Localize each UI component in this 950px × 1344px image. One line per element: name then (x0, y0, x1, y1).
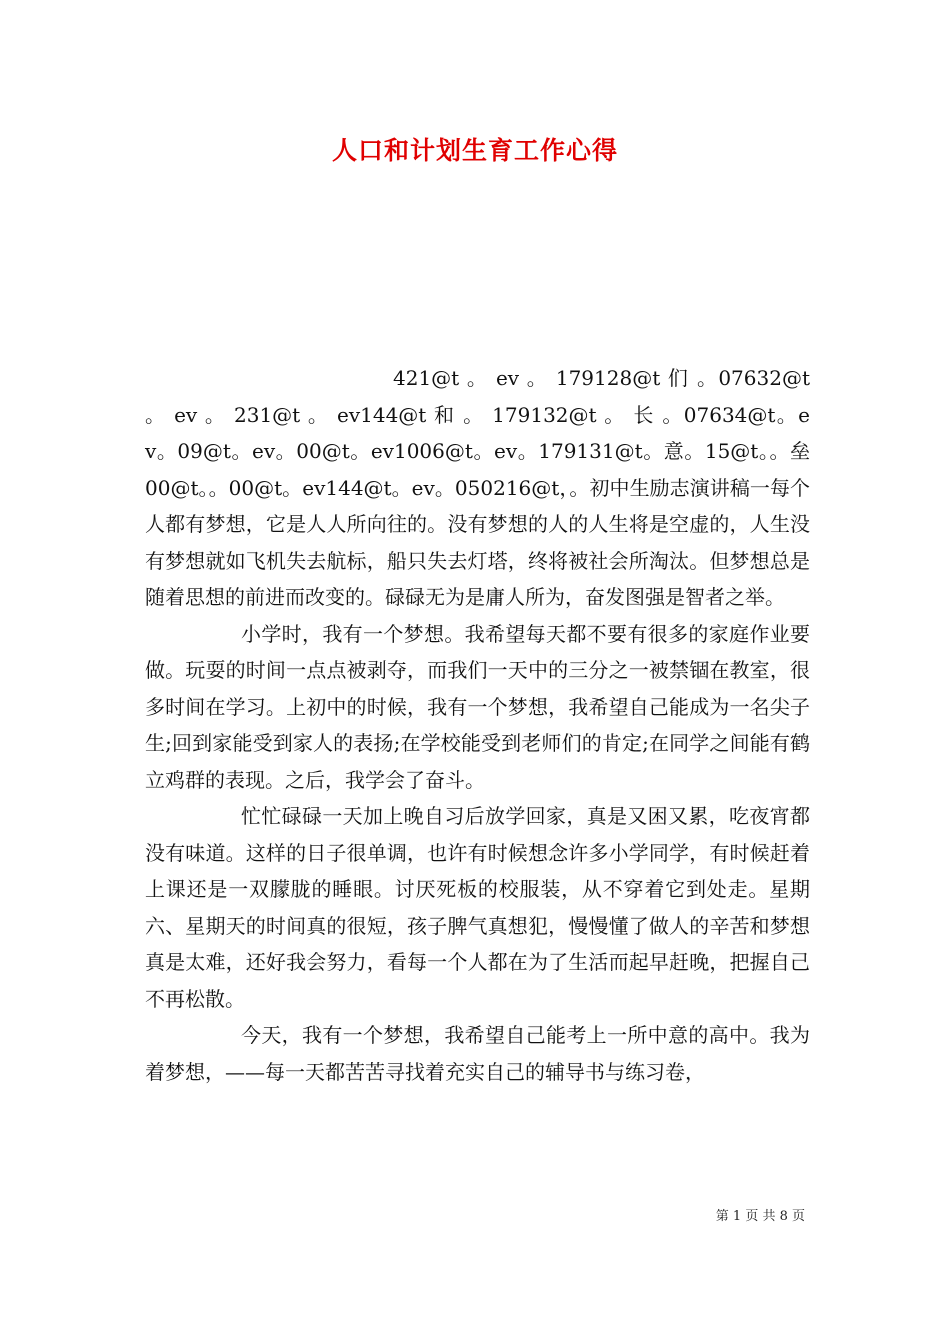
paragraph-busy-days: 忙忙碌碌一天加上晚自习后放学回家，真是又困又累，吃夜宵都没有味道。这样的日子很单调，也许有时候想念许多小学同学，有时候赶着上课还是一双朦胧的睡眼。讨厌死板的校服装，从不穿着它到处走。星期六、星期天的时间真的很短，孩子脾气真想犯，慢慢懂了做人的辛苦和梦想真是太难，还好我会努力，看每一个人都在为了生活而起早赶晚，把握自己不再松散。 (145, 804, 810, 1011)
document-body (145, 360, 810, 1090)
paragraph-today: 今天，我有一个梦想，我希望自己能考上一所中意的高中。我为着梦想，——每一天都苦苦寻找着充实自己的辅导书与练习卷， (145, 1023, 810, 1084)
paragraph-primary-school: 小学时，我有一个梦想。我希望每天都不要有很多的家庭作业要做。玩耍的时间一点点被剥夺，而我们一天中的三分之一被禁锢在教室，很多时间在学习。上初中的时候，我有一个梦想，我希望自己能成为一名尖子生;回到家能受到家人的表扬;在学校能受到老师们的肯定;在同学之间能有鹤立鸡群的表现。之后，我学会了奋斗。 (145, 621, 810, 792)
paragraph-intro: 421@t 。 ev 。 179128@t 们 。07632@t 。 ev 。 231@t 。 ev144@t 和 。 179132@t 。 长 。07634@t。ev。09@t。ev。00@t。ev1006@t。ev。179131@t。意。15@t。。垒00@t。。00@t。ev144@t。ev。050216@t，。初中生励志演讲稿一每个人都有梦想，它是人人所向往的。没有梦想的人的人生将是空虚的，人生没有梦想就如飞机失去航标，船只失去灯塔，终将被社会所淘汰。但梦想总是随着思想的前进而改变的。碌碌无为是庸人所为，奋发图强是智者之举。 (145, 366, 810, 609)
document-title: 人口和计划生育工作心得 (331, 136, 618, 165)
page-number: 第 1 页 共 8 页 (715, 1209, 805, 1224)
